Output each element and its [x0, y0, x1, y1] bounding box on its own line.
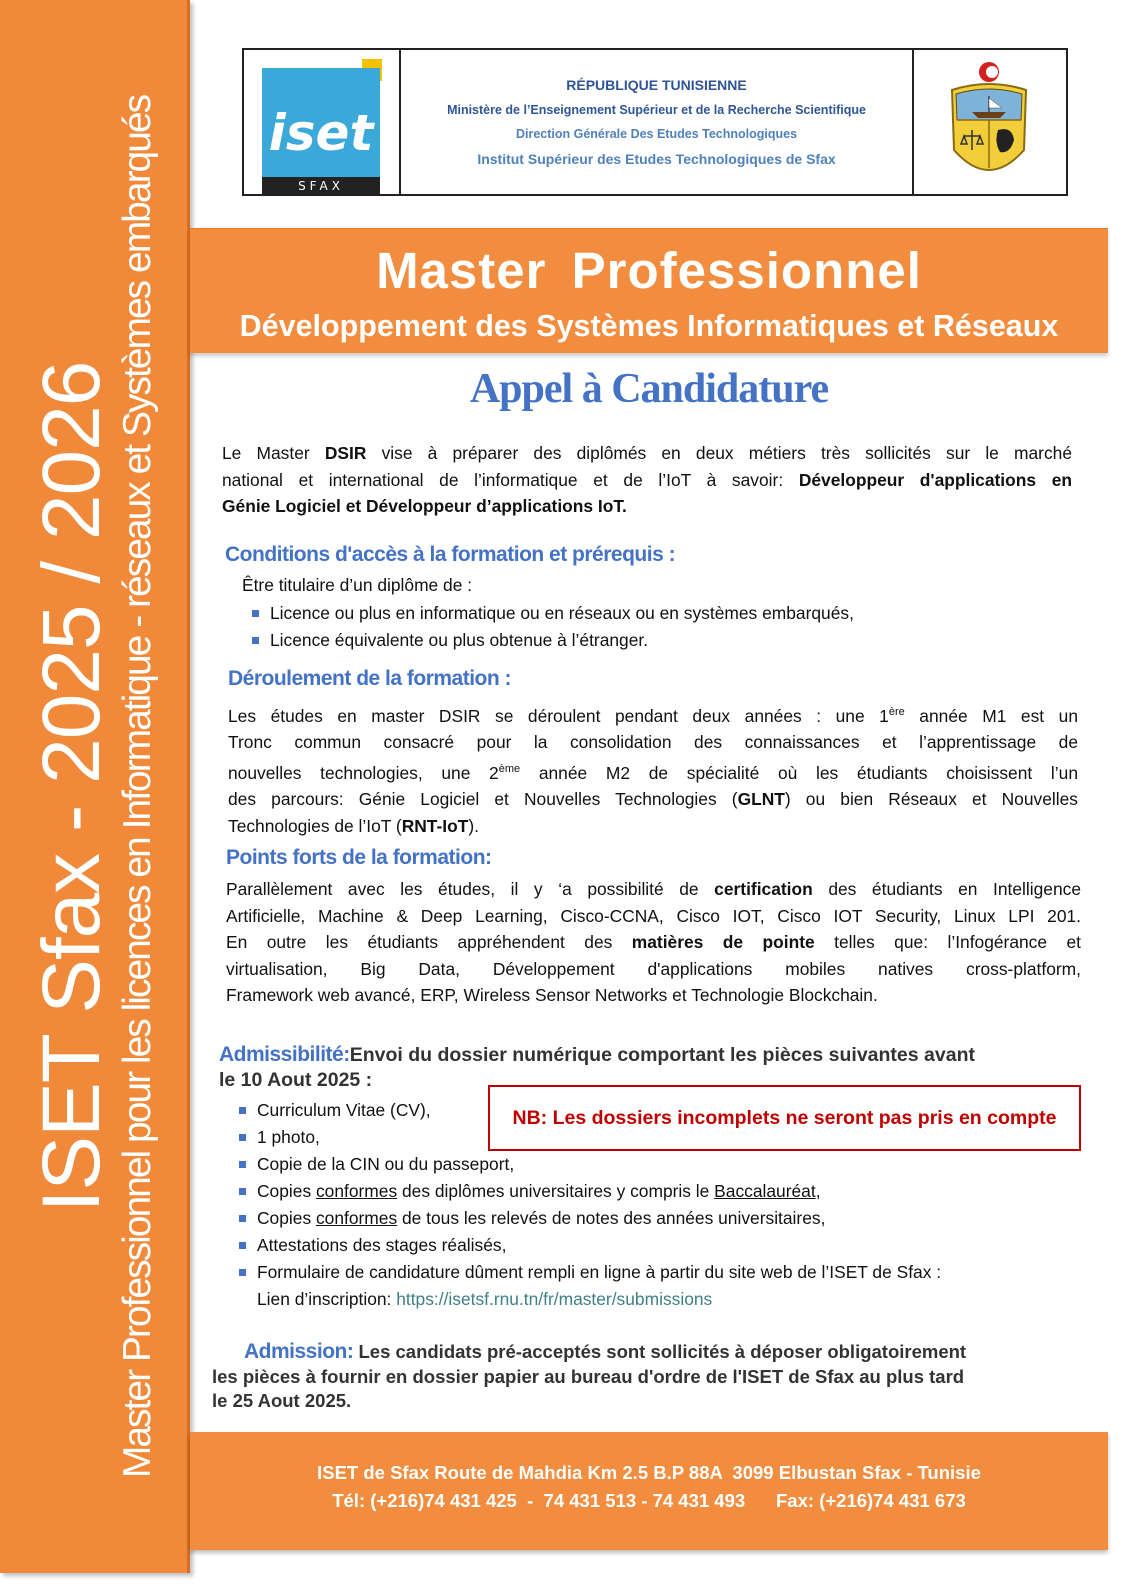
admission-line: Admission: Les candidats pré-acceptés sont sollicités à déposer obligatoirement	[244, 1340, 967, 1363]
contact-footer	[190, 1432, 1108, 1550]
footer-phones: Tél: (+216)74 431 425 - 74 431 513 - 74 431 493 Fax: (+216)74 431 673	[332, 1490, 966, 1511]
admissibilite-deadline: le 10 Aout 2025 :	[219, 1069, 373, 1091]
admissibilite-label: Admissibilité:	[219, 1043, 350, 1066]
points-paragraph	[226, 876, 1081, 1009]
submission-link[interactable]: https://isetsf.rnu.tn/fr/master/submissions	[396, 1289, 713, 1309]
paragraph-line: nouvelles technologies, une 2ème année M2 de spécialité où les étudiants choisissent l’un	[228, 762, 1078, 783]
svg-text:SFAX: SFAX	[298, 179, 344, 193]
paragraph-line: En outre les étudiants appréhendent des matières de pointe telles que: l’Infogérance et	[226, 932, 1082, 952]
side-banner-title: ISET Sfax - 2025 / 2026	[25, 361, 117, 1212]
side-banner	[0, 0, 190, 1573]
admissibilite-text: Envoi du dossier numérique comportant les pièces suivantes avant	[349, 1044, 975, 1066]
paragraph-line: Parallèlement avec les études, il y ‘a possibilité de certification des étudiants en Intelligence	[226, 879, 1081, 899]
ministry-label: Ministère de l’Enseignement Supérieur et de la Recherche Scientifique	[447, 103, 866, 117]
list-item: Copie de la CIN ou du passeport,	[222, 1151, 1082, 1178]
admissibilite-line	[219, 1043, 1079, 1067]
side-banner-text	[25, 95, 160, 1478]
nb-notice: NB: Les dossiers incomplets ne seront pas pris en compte	[488, 1085, 1081, 1151]
intro-line: Le Master DSIR vise à préparer des diplômés en deux métiers très sollicités sur le marché	[222, 443, 1073, 463]
admission-line: les pièces à fournir en dossier papier au bureau d'ordre de l'ISET de Sfax au plus tard	[212, 1366, 965, 1387]
tunisia-coat-of-arms	[914, 50, 1066, 194]
list-item: Attestations des stages réalisés,	[222, 1232, 1082, 1259]
admission-label: Admission:	[244, 1340, 354, 1363]
points-heading: Points forts de la formation:	[226, 846, 492, 869]
deroulement-heading: Déroulement de la formation :	[228, 667, 512, 690]
list-item: Copies conformes des diplômes universitaires y compris le Baccalauréat,	[222, 1178, 1082, 1205]
list-item: 1 photo,	[222, 1124, 1082, 1151]
paragraph-line: des parcours: Génie Logiciel et Nouvelles Technologies (GLNT) ou bien Réseaux et Nouvelles	[228, 789, 1078, 810]
program-banner	[190, 228, 1108, 353]
institution-names	[401, 50, 914, 194]
coat-of-arms-icon	[914, 50, 1064, 196]
admission-block	[212, 1340, 1082, 1412]
svg-text:iset: iset	[268, 104, 374, 162]
list-item: Curriculum Vitae (CV),	[222, 1097, 1082, 1124]
intro-line: national et international de l’informatique et de l’IoT à savoir: Développeur d'applications en	[222, 469, 1072, 490]
side-banner-subtitle: Master Professionnel pour les licences en Informatique - réseaux et Systèmes embarqués	[115, 95, 159, 1478]
intro-line: Génie Logiciel et Développeur d’applications IoT.	[222, 496, 627, 516]
admission-line: le 25 Aout 2025.	[212, 1390, 352, 1411]
conditions-list	[235, 600, 1075, 654]
list-item: Licence ou plus en informatique ou en réseaux ou en systèmes embarqués,	[235, 600, 1075, 627]
institute-label: Institut Supérieur des Etudes Technologiques de Sfax	[477, 151, 836, 167]
intro-paragraph	[222, 440, 1072, 520]
footer-address: ISET de Sfax Route de Mahdia Km 2.5 B.P 88A 3099 Elbustan Sfax - Tunisie	[317, 1462, 981, 1483]
conditions-lead: Être titulaire d’un diplôme de :	[242, 575, 473, 595]
conditions-heading: Conditions d'accès à la formation et prérequis :	[225, 543, 676, 566]
republic-label: RÉPUBLIQUE TUNISIENNE	[566, 77, 747, 93]
paragraph-line: virtualisation, Big Data, Développement d'applications mobiles natives cross-platform,	[226, 958, 1081, 979]
paragraph-line: Framework web avancé, ERP, Wireless Sensor Networks et Technologie Blockchain.	[226, 985, 878, 1005]
program-title: Master Professionnel	[376, 242, 922, 299]
deroulement-paragraph	[228, 699, 1078, 839]
program-subtitle: Développement des Systèmes Informatiques et Réseaux	[239, 309, 1059, 343]
paragraph-line: Artificielle, Machine & Deep Learning, Cisco-CCNA, Cisco IOT, Cisco IOT Security, Linux LPI 201.	[226, 905, 1081, 926]
direction-label: Direction Générale Des Etudes Technologiques	[515, 127, 798, 141]
paragraph-line: Les études en master DSIR se déroulent pendant deux années : une 1ère année M1 est un	[228, 705, 1079, 726]
list-item: Licence équivalente ou plus obtenue à l’étranger.	[235, 627, 1075, 654]
list-item: Formulaire de candidature dûment rempli en ligne à partir du site web de l’ISET de Sfax : Lien d’inscription: https://isetsf.rnu.tn/fr/master/submissions	[222, 1259, 1082, 1313]
iset-logo-icon	[244, 50, 399, 196]
call-title: Appel à Candidature	[469, 366, 829, 412]
paragraph-line: Tronc commun consacré pour la consolidation des connaissances et l’apprentissage de	[228, 732, 1078, 753]
paragraph-line: Technologies de l’IoT (RNT-IoT).	[228, 815, 479, 836]
list-item: Copies conformes de tous les relevés de notes des années universitaires,	[222, 1205, 1082, 1232]
iset-logo	[244, 50, 401, 194]
institution-header	[242, 48, 1068, 196]
